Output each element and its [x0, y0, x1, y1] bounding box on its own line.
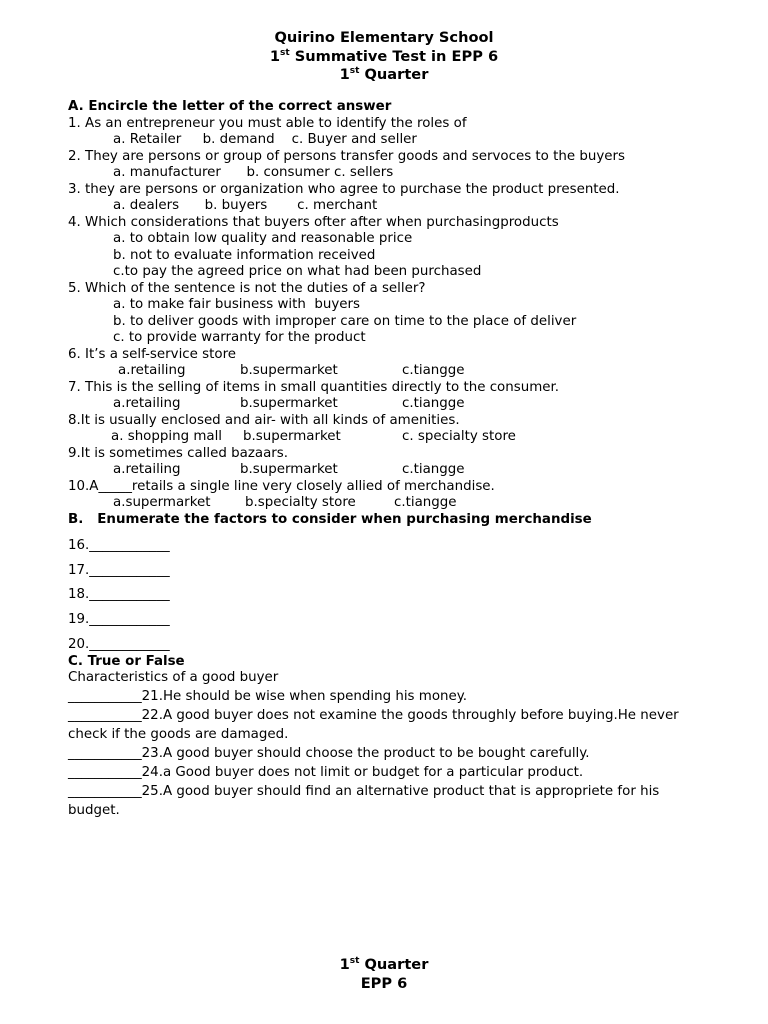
question-2: 2. They are persons or group of persons transfer goods and servoces to the buyers	[68, 149, 625, 164]
section-b-heading: B. Enumerate the factors to consider when purchasing merchandise	[68, 512, 592, 527]
document-header	[0, 29, 768, 85]
blank-20: 20.____________	[68, 637, 170, 652]
question-3-options: a. dealers b. buyers c. merchant	[113, 198, 378, 213]
footer-quarter: 1st Quarter	[339, 956, 429, 973]
question-10: 10.A_____retails a single line very closely allied of merchandise.	[68, 479, 495, 494]
blank-19: 19.____________	[68, 612, 170, 627]
test-title: 1st Summative Test in EPP 6	[269, 47, 499, 65]
blank-16: 16.____________	[68, 538, 170, 553]
question-3: 3. they are persons or organization who agree to purchase the product presented.	[68, 182, 620, 197]
section-c-heading: C. True or False	[68, 654, 185, 669]
question-4-option-c: c.to pay the agreed price on what had been purchased	[113, 264, 482, 279]
question-9-option-c: c.tiangge	[402, 462, 465, 477]
question-9: 9.It is sometimes called bazaars.	[68, 446, 289, 461]
question-1: 1. As an entrepreneur you must able to identify the roles of	[68, 116, 467, 131]
question-4-option-a: a. to obtain low quality and reasonable price	[113, 231, 413, 246]
question-5: 5. Which of the sentence is not the duties of a seller?	[68, 281, 426, 296]
question-7-option-a: a.retailing	[113, 396, 181, 411]
question-2-options: a. manufacturer b. consumer c. sellers	[113, 165, 394, 180]
question-1-options: a. Retailer b. demand c. Buyer and seller	[113, 132, 417, 147]
question-5-option-a: a. to make fair business with buyers	[113, 297, 361, 312]
question-10-option-c: c.tiangge	[394, 495, 457, 510]
question-6-option-b: b.supermarket	[240, 363, 338, 378]
blank-18: 18.____________	[68, 587, 170, 602]
question-8-option-c: c. specialty store	[402, 429, 516, 444]
question-4: 4. Which considerations that buyers ofter after when purchasingproducts	[68, 215, 559, 230]
true-false-23: ___________23.A good buyer should choose the product to be bought carefully.	[68, 746, 590, 761]
question-7-option-b: b.supermarket	[240, 396, 338, 411]
true-false-22: ___________22.A good buyer does not examine the goods throughly before buying.He never check if the goods are damaged.	[68, 708, 679, 742]
true-false-24: ___________24.a Good buyer does not limit or budget for a particular product.	[68, 765, 584, 780]
question-5-option-b: b. to deliver goods with improper care on time to the place of deliver	[113, 314, 577, 329]
section-a-heading: A. Encircle the letter of the correct answer	[68, 99, 392, 114]
question-7-option-c: c.tiangge	[402, 396, 465, 411]
question-4-option-b: b. not to evaluate information received	[113, 248, 376, 263]
school-name: Quirino Elementary School	[274, 29, 494, 46]
blank-17: 17.____________	[68, 563, 170, 578]
footer-subject: EPP 6	[360, 974, 408, 992]
question-6-option-a: a.retailing	[118, 363, 186, 378]
section-c-intro: Characteristics of a good buyer	[68, 670, 279, 685]
question-8-option-b: b.supermarket	[243, 429, 341, 444]
quarter-title: 1st Quarter	[339, 66, 429, 83]
question-6-option-c: c.tiangge	[402, 363, 465, 378]
question-9-option-b: b.supermarket	[240, 462, 338, 477]
question-5-option-c: c. to provide warranty for the product	[113, 330, 366, 345]
true-false-25: ___________25.A good buyer should find an alternative product that is appropriete for his budget.	[68, 784, 660, 818]
question-10-option-a: a.supermarket	[113, 495, 211, 510]
question-6: 6. It’s a self-service store	[68, 347, 237, 362]
document-footer	[0, 956, 768, 993]
question-8: 8.It is usually enclosed and air- with all kinds of amenities.	[68, 413, 460, 428]
true-false-21: ___________21.He should be wise when spending his money.	[68, 689, 468, 704]
question-8-option-a: a. shopping mall	[111, 429, 223, 444]
question-7: 7. This is the selling of items in small quantities directly to the consumer.	[68, 380, 560, 395]
question-9-option-a: a.retailing	[113, 462, 181, 477]
question-10-option-b: b.specialty store	[245, 495, 356, 510]
